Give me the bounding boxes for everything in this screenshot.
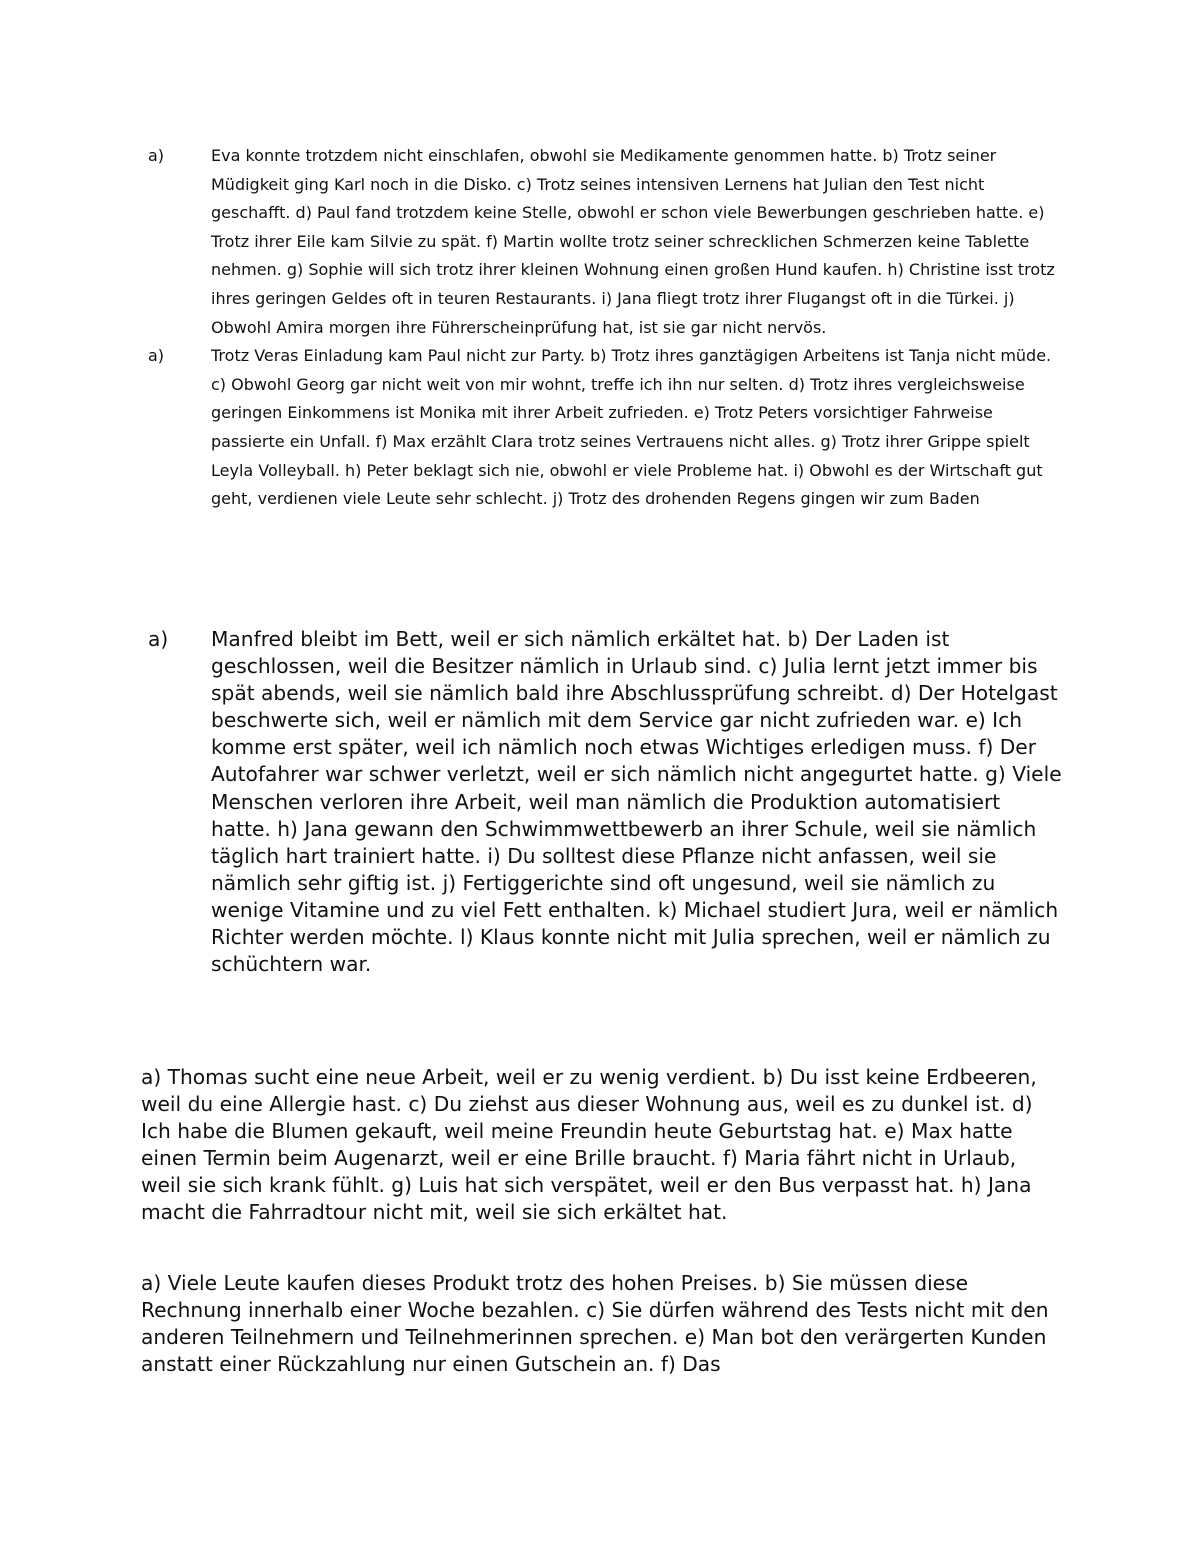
list-item-text: Trotz Veras Einladung kam Paul nicht zur Party. b) Trotz ihres ganztägigen Arbeitens ist Tanja nicht müde. c) Obwohl Georg gar nicht weit von mir wohnt, treffe ich ihn nur selten. d) Trotz ihres vergleichsweise geringen Einkommens ist Monika mit ihrer Arbeit zufrieden. e) Trotz Peters vorsichtiger Fahrweise passierte ein Unfall. f) Max erzählt Clara trotz seines Vertrauens nicht alles. g) Trotz ihrer Grippe spielt Leyla Volleyball. h) Peter beklagt sich nie, obwohl er viele Probleme hat. i) Obwohl es der Wirtschaft gut geht, verdienen viele Leute sehr schlecht. j) Trotz des drohenden Regens gingen wir zum Baden <box>211 346 1052 509</box>
list-item-text: Eva konnte trotzdem nicht einschlafen, obwohl sie Medikamente genommen hatte. b) Trotz seiner Müdigkeit ging Karl noch in die Disko. c) Trotz seines intensiven Lernens hat Julian den Test nicht geschafft. d) Paul fand trotzdem keine Stelle, obwohl er schon viele Bewerbungen geschrieben hatte. e) Trotz ihrer Eile kam Silvie zu spät. f) Martin wollte trotz seiner schrecklichen Schmerzen keine Tablette nehmen. g) Sophie will sich trotz ihrer kleinen Wohnung einen großen Hund kaufen. h) Christine isst trotz ihres geringen Geldes oft in teuren Restaurants. i) Jana fliegt trotz ihrer Flugangst oft in die Türkei. j) Obwohl Amira morgen ihre Führerscheinprüfung hat, ist sie gar nicht nervös. <box>211 146 1055 337</box>
list-marker: a) <box>148 146 165 165</box>
list-item <box>148 626 1063 978</box>
list-item-text: Manfred bleibt im Bett, weil er sich nämlich erkältet hat. b) Der Laden ist geschlossen, weil die Besitzer nämlich in Urlaub sind. c) Julia lernt jetzt immer bis spät abends, weil sie nämlich bald ihre Abschlussprüfung schreibt. d) Der Hotelgast beschwerte sich, weil er nämlich mit dem Service gar nicht zufrieden war. e) Ich komme erst später, weil ich nämlich noch etwas Wichtiges erledigen muss. f) Der Autofahrer war schwer verletzt, weil er sich nämlich nicht angegurtet hatte. g) Viele Menschen verloren ihre Arbeit, weil man nämlich die Produktion automatisiert hatte. h) Jana gewann den Schwimmwettbewerb an ihrer Schule, weil sie nämlich täglich hart trainiert hatte. i) Du solltest diese Pflanze nicht anfassen, weil sie nämlich sehr giftig ist. j) Fertiggerichte sind oft ungesund, weil sie nämlich zu wenige Vitamine und zu viel Fett enthalten. k) Michael studiert Jura, weil er nämlich Richter werden möchte. l) Klaus konnte nicht mit Julia sprechen, weil er nämlich zu schüchtern war. <box>211 627 1062 977</box>
paragraph-weil: a) Thomas sucht eine neue Arbeit, weil er zu wenig verdient. b) Du isst keine Erdbeeren, weil du eine Allergie hast. c) Du ziehst aus dieser Wohnung aus, weil es zu dunkel ist. d) Ich habe die Blumen gekauft, weil meine Freundin heute Geburtstag hat. e) Max hatte einen Termin beim Augenarzt, weil er eine Brille braucht. f) Maria fährt nicht in Urlaub, weil sie sich krank fühlt. g) Luis hat sich verspätet, weil er den Bus verpasst hat. h) Jana macht die Fahrradtour nicht mit, weil sie sich erkältet hat. <box>141 1065 1037 1225</box>
exercise-list-trotz-obwohl <box>148 142 1063 514</box>
list-item <box>148 342 1063 514</box>
paragraph-praepositionen: a) Viele Leute kaufen dieses Produkt trotz des hohen Preises. b) Sie müssen diese Rechnung innerhalb einer Woche bezahlen. c) Sie dürfen während des Tests nicht mit den anderen Teilnehmern und Teilnehmerinnen sprechen. e) Man bot den verärgerten Kunden anstatt einer Rückzahlung nur einen Gutschein an. f) Das <box>141 1271 1049 1377</box>
exercise-list-naemlich <box>148 626 1063 978</box>
list-marker: a) <box>148 627 169 651</box>
list-marker: a) <box>148 346 165 366</box>
list-item <box>148 142 1063 342</box>
